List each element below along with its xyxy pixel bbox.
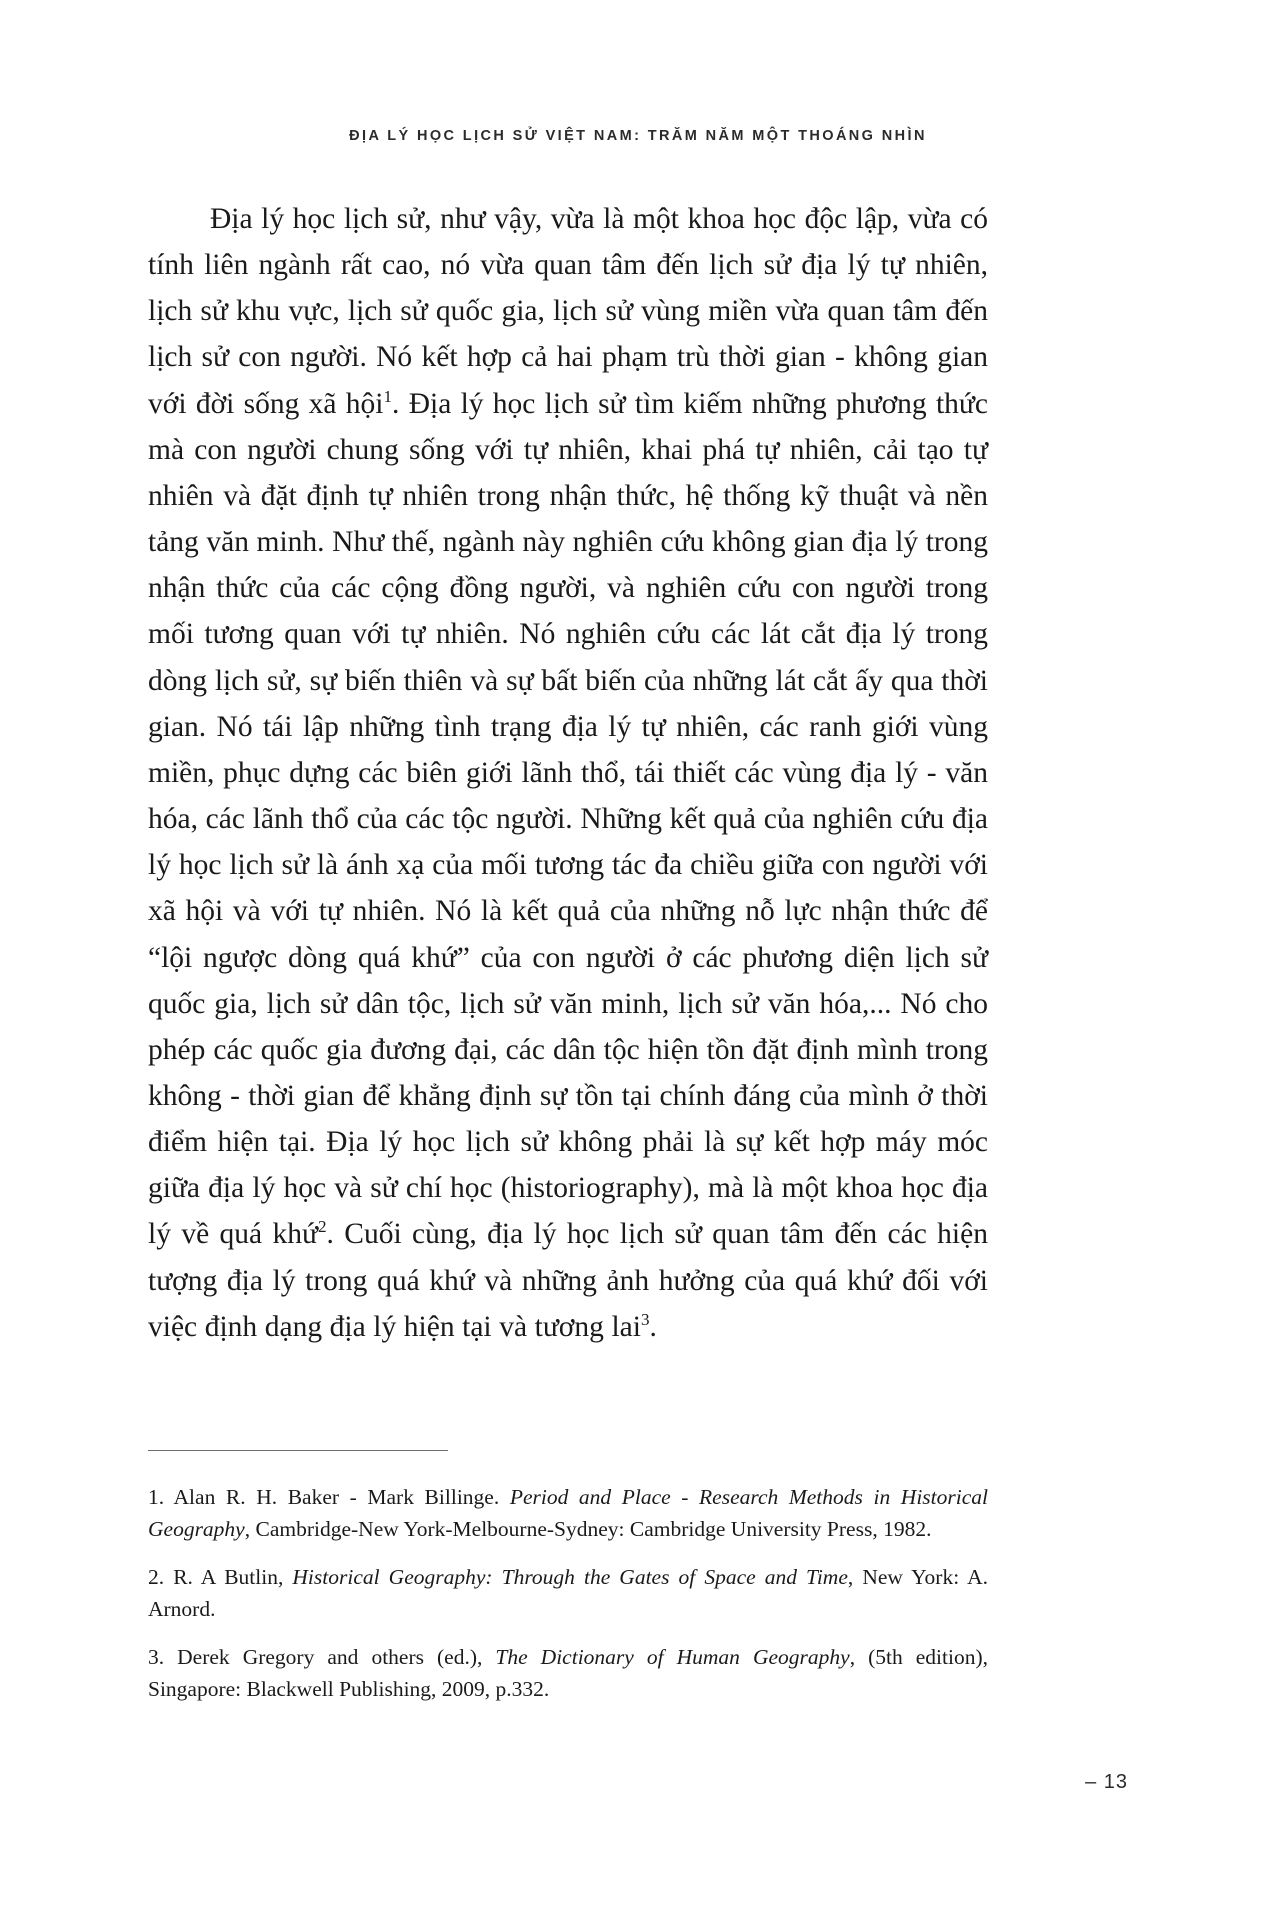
footnote-item [148, 1562, 988, 1625]
footnote-text: 1. Alan R. H. Baker - Mark Billinge. [148, 1485, 510, 1509]
footnote-title-italic: The Dictionary of Human Geography [495, 1645, 850, 1670]
footnote-ref-3[interactable]: 3 [640, 1309, 650, 1329]
footnote-item [148, 1642, 988, 1705]
body-paragraph [148, 196, 988, 1350]
footnote-separator-rule [148, 1450, 448, 1451]
footnote-text: 3. Derek Gregory and others (ed.), [148, 1645, 496, 1670]
footnote-text: , Cambridge-New York-Melbourne-Sydney: Cambridge University Press, 1982. [244, 1516, 932, 1541]
footnote-ref-1[interactable]: 1 [383, 386, 393, 406]
paragraph-part-1: Địa lý học lịch sử, như vậy, vừa là một khoa học độc lập, vừa có tính liên ngành rất cao, nó vừa quan tâm đến lịch sử địa lý tự nhiên, lịch sử khu vực, lịch sử quốc gia, lịch sử vùng miền vừa quan tâm đến lịch sử con người. Nó kết hợp cả hai phạm trù thời gian - không gian với đời sống xã hội [148, 203, 988, 420]
footnotes-block [148, 1482, 988, 1706]
footnote-title-italic: Historical Geography: Through the Gates of Space and Time [292, 1565, 848, 1590]
paragraph-part-3: . Cuối cùng, địa lý học lịch sử quan tâm đến các hiện tượng địa lý trong quá khứ và những ảnh hưởng của quá khứ đối với việc định dạng địa lý hiện tại và tương lai [148, 1218, 988, 1343]
footnote-title-italic: Period and Place - Research Methods in Historical Geography [148, 1485, 988, 1541]
paragraph-part-2: . Địa lý học lịch sử tìm kiếm những phương thức mà con người chung sống với tự nhiên, khai phá tự nhiên, cải tạo tự nhiên và đặt định tự nhiên trong nhận thức, hệ thống kỹ thuật và nền tảng văn minh. Như thế, ngành này nghiên cứu không gian địa lý trong nhận thức của các cộng đồng người, và nghiên cứu con người trong mối tương quan với tự nhiên. Nó nghiên cứu các lát cắt địa lý trong dòng lịch sử, sự biến thiên và sự bất biến của những lát cắt ấy qua thời gian. Nó tái lập những tình trạng địa lý tự nhiên, các ranh giới vùng miền, phục dựng các biên giới lãnh thổ, tái thiết các vùng địa lý - văn hóa, các lãnh thổ của các tộc người. Những kết quả của nghiên cứu địa lý học lịch sử là ánh xạ của mối tương tác đa chiều giữa con người với xã hội và với tự nhiên. Nó là kết quả của những nỗ lực nhận thức để “lội ngược dòng quá khứ” của con người ở các phương diện lịch sử quốc gia, lịch sử dân tộc, lịch sử văn minh, lịch sử văn hóa,... Nó cho phép các quốc gia đương đại, các dân tộc hiện tồn đặt định mình trong không - thời gian để khẳng định sự tồn tại chính đáng của mình ở thời điểm hiện tại. Địa lý học lịch sử không phải là sự kết hợp máy móc giữa địa lý học và sử chí học (historiography), mà là một khoa học địa lý về quá khứ [148, 387, 988, 1251]
running-head: ĐỊA LÝ HỌC LỊCH SỬ VIỆT NAM: TRĂM NĂM MỘT THOÁNG NHÌN [349, 128, 927, 144]
footnote-text: , New York: A. Arnord. [148, 1565, 988, 1621]
main-text-block [148, 196, 988, 1350]
paragraph-part-4: . [649, 1310, 657, 1343]
footnote-item [148, 1482, 988, 1545]
page-number: – 13 [1085, 1771, 1128, 1793]
footnote-ref-2[interactable]: 2 [317, 1217, 327, 1237]
footnote-text: 2. R. A Butlin, [148, 1565, 293, 1590]
footnote-text: , (5th edition), Singapore: Blackwell Publishing, 2009, p.332. [148, 1645, 989, 1701]
